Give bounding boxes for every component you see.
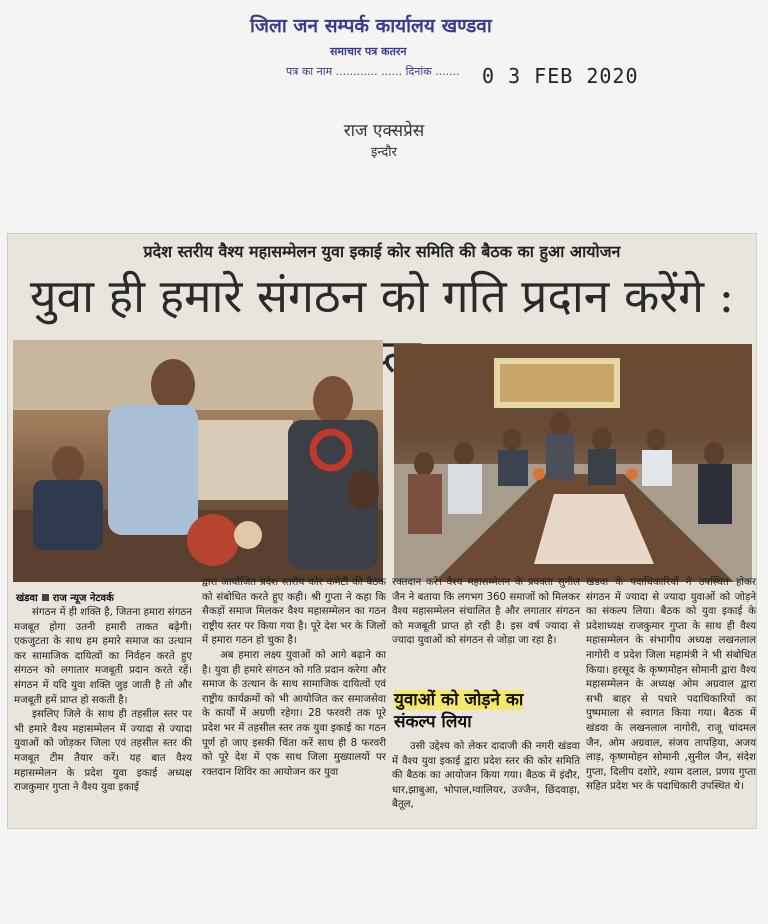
byline bbox=[16, 590, 114, 604]
paper-label: पत्र का नाम ............ ...... दिनांक ....... bbox=[286, 65, 460, 78]
byline-source: राज न्यूज नेटवर्क bbox=[52, 593, 114, 604]
paragraph: उसी उद्देश्य को लेकर दादाजी की नगरी खंडवा में वैश्य युवा इकाई द्वारा प्रदेश स्तर की कोर समिति की बैठक का आयोजन किया गया। बैठक में इंदौर, धार,झाबुआ, भोपाल,ग्वालियर, उज्जैन, छिंदवाड़ा, बैतूल, bbox=[392, 741, 580, 811]
paragraph: संगठन में ही शक्ति है, जितना हमारा संगठन मजबूत होगा उतनी हमारी ताकत बढ़ेगी। एकजुटता के साथ हम हमारे समाज का उत्थान कर सामाजिक दायित्वों का निर्वहन करते हुए संगठन को लगातार मजबूती प्रदान करते रहें। संगठन में यदि युवा शक्ति जुड़ जाती है तो और मजबूती हमें प्राप्त हो सकती है। bbox=[14, 607, 192, 706]
article-headline: युवा ही हमारे संगठन को गति प्रदान करेंगे : bbox=[29, 269, 735, 323]
article-column-3 bbox=[392, 576, 580, 649]
paragraph: रक्तदान करें। वैश्य महासम्मेलन के प्रवक्ता सुनील जैन ने बताया कि लगभग 360 समाजों को मिलकर वैश्य महासम्मेलन संचालित है और लगातार संगठन को मजबूती प्राप्त हो रही है। इस वर्ष ज्यादा से ज्यादा युवाओं को संगठन से जोड़ा जा रहा है। bbox=[392, 577, 580, 647]
article-subheading bbox=[394, 689, 580, 733]
paragraph: खंडवा के पदाधिकारियों ने उपस्थित होकर संगठन में ज्यादा से ज्यादा युवाओं को जोड़ने का संकल्प लिया। बैठक को युवा इकाई के प्रदेशाध्यक्ष राजकुमार गुप्ता के साथ ही वैश्य महासम्मेलन के संभागीय अध्यक्ष लखनलाल नागोरी व प्रदेश जिला महामंत्री ने भी संबोधित किया। हरसूद के कृष्णमोहन सोमानी द्वारा वैश्य महासम्मेलन के अध्यक्ष ओम अग्रवाल द्वारा सभी बाहर से पधारे पदाधिकारियों का पुष्पमाला से स्वागत किया गया। बैठक में खंडवा के लखनलाल नागोरी, राजू चांदमल जैन, ओम अग्रवाल, संजय तापड़िया, अजय लाड़, कृष्णमोहन सोमानी ,सुनील जैन, संदेश गुप्ता, दिलीप दशोरे, श्याम दलाल, प्रणय गुप्ता सहित प्रदेश भर के पदाधिकारी उपस्थित थे। bbox=[586, 577, 756, 793]
article-kicker: प्रदेश स्तरीय वैश्य महासम्मेलन युवा इकाई कोर समिति की बैठक का हुआ आयोजन bbox=[143, 242, 621, 261]
article-column-4 bbox=[586, 576, 756, 795]
subheading-line-2: संकल्प लिया bbox=[394, 712, 472, 732]
square-icon bbox=[42, 594, 49, 601]
clipping-stamp bbox=[0, 0, 768, 230]
newspaper-city: इन्दौर bbox=[371, 145, 397, 160]
subheading-line-1: युवाओं को जोड़ने का bbox=[394, 690, 524, 710]
newspaper-clipping bbox=[8, 234, 756, 828]
stamp-subtitle: समाचार पत्र कतरन bbox=[330, 45, 407, 58]
byline-place: खंडवा bbox=[16, 593, 38, 604]
office-name: जिला जन सम्पर्क कार्यालय खण्डवा bbox=[250, 15, 492, 37]
paragraph: अब हमारा लक्ष्य युवाओं को आगे बढ़ाने का है। युवा ही हमारे संगठन को गति प्रदान करेगा और समाज के उत्थान के साथ सामाजिक दायित्वों एवं राष्ट्रीय कार्यक्रमों को भी आयोजित कर समाजसेवा के कार्यों में अग्रणी रहेगा। 28 फरवरी तक पूरे प्रदेश भर में तहसील स्तर तक युवा इकाई का गठन पूर्ण हो जाए इसकी चिंता करें साथ ही 8 फरवरी को पूरे देश में एक साथ जिला मुख्यालयों पर रक्तदान शिविर का आयोजन कर युवा bbox=[202, 649, 386, 778]
paragraph: द्वारा आयोजित प्रदेश स्तरीय कोर कमेटी की बैठक को संबोधित करते हुए कही। श्री गुप्ता ने कहा कि सैकड़ों समाज मिलकर वैश्य महासम्मेलन का गठन राष्ट्रीय स्तर पर किया गया है। पूरे देश भर के जिलों में हमारा गठन हो चुका है। bbox=[202, 577, 386, 647]
article-column-1 bbox=[14, 606, 192, 796]
article-column-3-continued bbox=[392, 740, 580, 813]
stamp-date: 0 3 FEB 2020 bbox=[482, 64, 639, 88]
photo-felicitation bbox=[13, 340, 383, 582]
paragraph: इसलिए जिले के साथ ही तहसील स्तर पर भी हमारे वैश्य महासम्मेलन में ज्यादा से ज्यादा युवाओं को जोड़कर जिला एवं तहसील स्तर की मजबूत टीम तैयार करें। यह बात वैश्य महासम्मेलन के प्रदेश युवा इकाई अध्यक्ष राजकुमार गुप्ता ने वैश्य युवा इकाई bbox=[14, 709, 192, 794]
photo-meeting bbox=[394, 344, 752, 582]
newspaper-name: राज एक्सप्रेस bbox=[343, 121, 425, 141]
article-column-2 bbox=[202, 576, 386, 780]
